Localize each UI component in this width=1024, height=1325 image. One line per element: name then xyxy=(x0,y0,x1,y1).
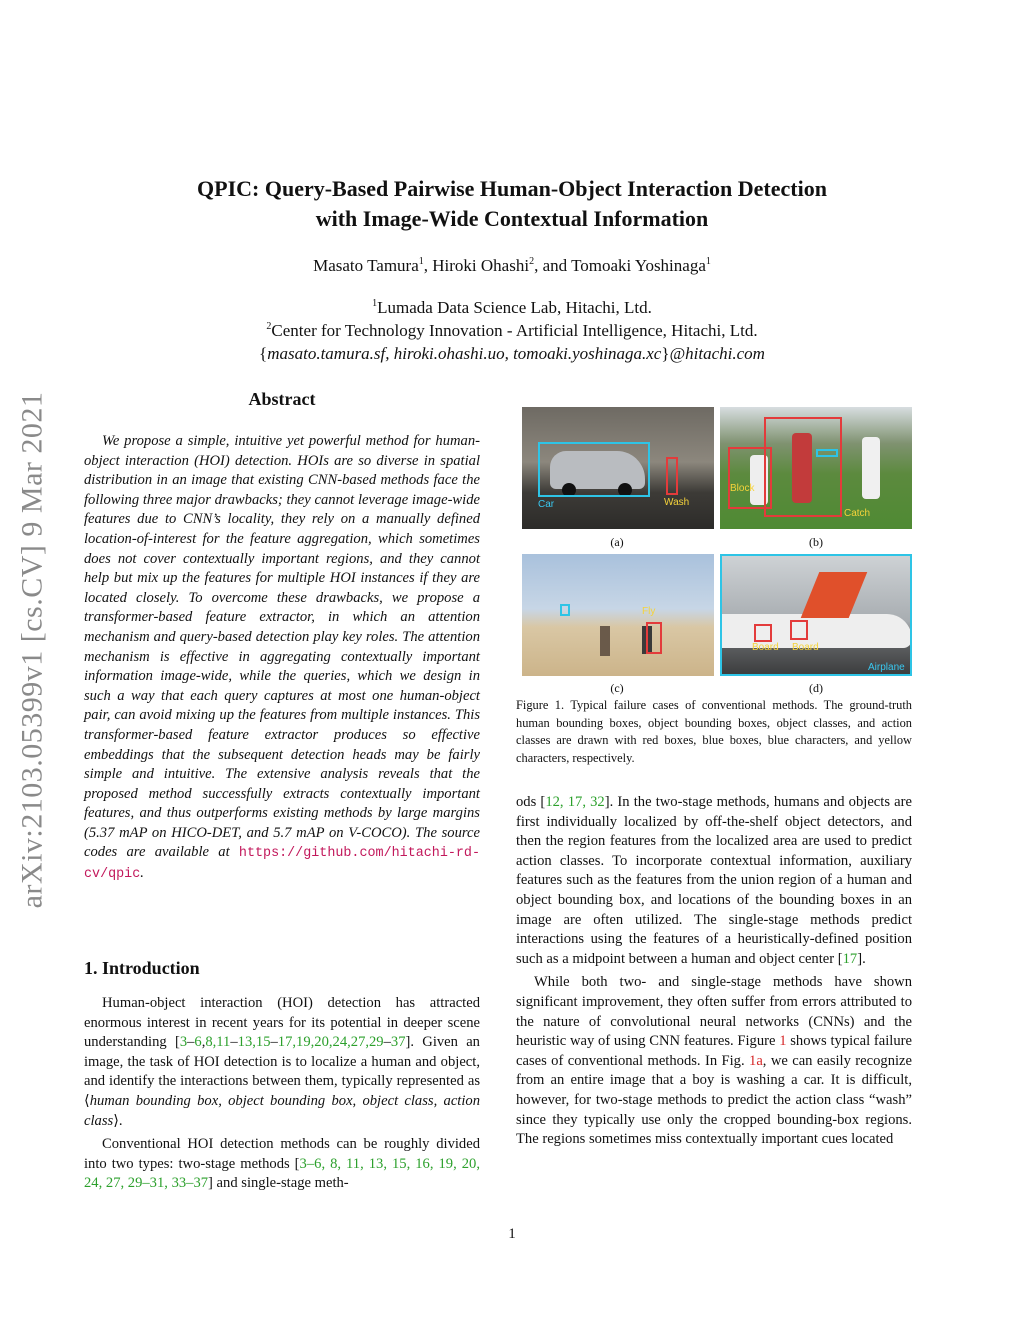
emails: {masato.tamura.sf, hiroki.ohashi.uo, tomoaki.yoshinaga.xc}@hitachi.com xyxy=(259,344,765,363)
figure-reference-link[interactable]: 1a xyxy=(749,1052,763,1069)
subfigure-label: (a) xyxy=(610,535,624,549)
human-bounding-box xyxy=(764,417,842,517)
citation-link[interactable]: 17,19,20,24,27,29 xyxy=(277,1034,384,1051)
title-line-1: QPIC: Query-Based Pairwise Human-Object Interaction Detection xyxy=(197,176,827,201)
figure-1c-image xyxy=(522,554,714,676)
abstract-text: We propose a simple, intuitive yet powerful method for human-object interaction (HOI) detection. HOIs are so diverse in spatial distribution in an image that existing CNN-based methods face the following three major drawbacks; they cannot leverage image-wide features due to CNN’s locality, they rely on a manually defined location-of-interest for the feature aggregation, which sometimes does not cover contextually important regions, and they cannot help but mix up the features for multiple HOI instances if they are located closely. To overcome these drawbacks, we propose a transformer-based feature extractor, in which an attention mechanism and query-based detection play key roles. The attention mechanism is effective in aggregating contextually important information image-wide, while the queries, which we design in such a way that each query captures at most one human-object pair, can avoid mixing up the features from multiple instances. This transformer-based feature extractor produces so effective embeddings that the subsequent detection heads may be fairly simple and intuitive. The extensive analysis reveals that the proposed method successfully extracts contextually important features, and thus outperforms existing methods by large margins (5.37 mAP on HICO-DET, and 5.7 mAP on V-COCO). The source codes are available at https://github.com/hitachi-rd-cv/qpic. xyxy=(84,433,480,883)
author-sup: 1 xyxy=(418,256,424,267)
affiliations xyxy=(100,296,924,365)
citation-link[interactable]: 12, 17, 32 xyxy=(545,794,605,810)
author-name: Tomoaki Yoshinaga xyxy=(571,256,706,275)
action-class-label: Fly xyxy=(642,606,656,617)
citation-link[interactable]: 6 xyxy=(194,1034,202,1051)
object-class-label: Airplane xyxy=(868,662,905,673)
page-number: 1 xyxy=(508,1226,516,1242)
section-heading-introduction: 1. Introduction xyxy=(84,958,200,978)
author-name: Hiroki Ohashi xyxy=(432,256,530,275)
citation-link[interactable]: 17 xyxy=(842,950,858,967)
object-bounding-box xyxy=(538,442,650,497)
figure-1 xyxy=(520,407,914,697)
citation-link[interactable]: 3 xyxy=(179,1034,188,1051)
author-list: Masato Tamura$^1$, Hiroki Ohashi$^2$, and Tomoaki Yoshinaga$^1$ xyxy=(313,256,711,275)
object-bounding-box xyxy=(816,449,838,457)
arxiv-id: arXiv:2103.05399v1 [cs.CV] 9 Mar 2021 xyxy=(15,391,48,909)
figure-reference-link[interactable]: 1 xyxy=(779,1033,787,1050)
figure-caption: Figure 1. Typical failure cases of conventional methods. The ground-truth human bounding boxes, object bounding boxes, object classes, and action classes are drawn with red boxes, blue boxes, blue characters, and yellow characters, respectively. xyxy=(516,698,912,765)
action-class-label: Wash xyxy=(664,497,690,508)
abstract-heading: Abstract xyxy=(248,389,316,409)
action-class-label: Catch xyxy=(844,508,871,519)
author-sup: 2 xyxy=(529,256,535,267)
code-url-link[interactable]: https://github.com/hitachi-rd-cv/qpic xyxy=(84,846,480,883)
citation-link[interactable]: 8,11 xyxy=(205,1034,231,1051)
figure-1b-image xyxy=(720,407,912,529)
right-paragraph-1: ods [12, 17, 32]. In the two-stage methods, humans and objects are first individually localized by off-the-shelf object detectors, and then the region features from the localized area are used to predict action classes. To incorporate contextual information, auxiliary features such as the features from the union region of a human and object bounding box, and locations of the bounding boxes in an image are often utilized. The single-stage methods predict interactions using the features of a heuristically-defined position such as a midpoint between a human and object center [17]. xyxy=(516,794,912,967)
figure-1a-image xyxy=(522,407,714,529)
citation-link[interactable]: 13,15 xyxy=(237,1034,271,1051)
affiliation-2: $^2$Center for Technology Innovation - Artificial Intelligence, Hitachi, Ltd. xyxy=(266,321,758,340)
right-paragraph-2: While both two- and single-stage methods have shown significant improvement, they often suffer from errors attributed to the nature of convolutional neural networks (CNNs) and the heuristic way of using CNN features. Figure 1 shows typical failure cases of conventional methods. In Fig. 1a, we can easily recognize from an entire image that a boy is washing a car. It is difficult, however, for two-stage methods to predict the action class “wash” since they typically use only the cropped bounding-box regions. The regions sometimes miss contextually important cues located xyxy=(516,974,913,1148)
object-bounding-box xyxy=(560,604,570,616)
author-name: Masato Tamura xyxy=(313,256,419,275)
subfigure-label: (c) xyxy=(610,681,624,695)
human-bounding-box xyxy=(754,624,772,642)
action-class-label: Board xyxy=(752,642,779,653)
human-bounding-box xyxy=(790,620,808,640)
subfigure-label: (b) xyxy=(809,535,823,549)
intro-paragraph-1: Human-object interaction (HOI) detection has attracted enormous interest in recent years for its potential in deeper scene understanding [3–6,8,11–13,15–17,19,20,24,27,29–37]. Given an image, the task of HOI detection is to localize a human and object, and identify the interactions between them, typically represented as ⟨human bounding box, object bounding box, object class, action class⟩. xyxy=(84,995,480,1129)
object-class-label: Car xyxy=(538,499,555,510)
title-line-2: with Image-Wide Contextual Information xyxy=(315,206,709,231)
human-bounding-box xyxy=(646,622,662,654)
intro-right-column xyxy=(516,793,912,1154)
action-class-label: Board xyxy=(792,642,819,653)
arxiv-sidebar xyxy=(4,360,60,940)
citation-link[interactable]: 3–6, 8, 11, 13, 15, 16, 19, 20, 24, 27, 29–31, 33–37 xyxy=(84,1155,480,1192)
paper-title xyxy=(100,174,924,234)
intro-paragraph-2: Conventional HOI detection methods can be roughly divided into two types: two-stage methods [3–6, 8, 11, 13, 15, 16, 19, 20, 24, 27, 29–31, 33–37] and single-stage meth- xyxy=(84,1136,480,1192)
object-bounding-box xyxy=(720,554,912,676)
author-sup: 1 xyxy=(705,256,711,267)
figure-1d-image xyxy=(720,554,912,676)
affiliation-1: $^1$Lumada Data Science Lab, Hitachi, Ltd. xyxy=(372,298,652,317)
subfigure-label: (d) xyxy=(809,681,823,695)
human-bounding-box xyxy=(666,457,678,495)
intro-left-column xyxy=(84,994,480,1198)
citation-link[interactable]: 37 xyxy=(390,1034,406,1051)
action-class-label: Block xyxy=(730,483,755,494)
